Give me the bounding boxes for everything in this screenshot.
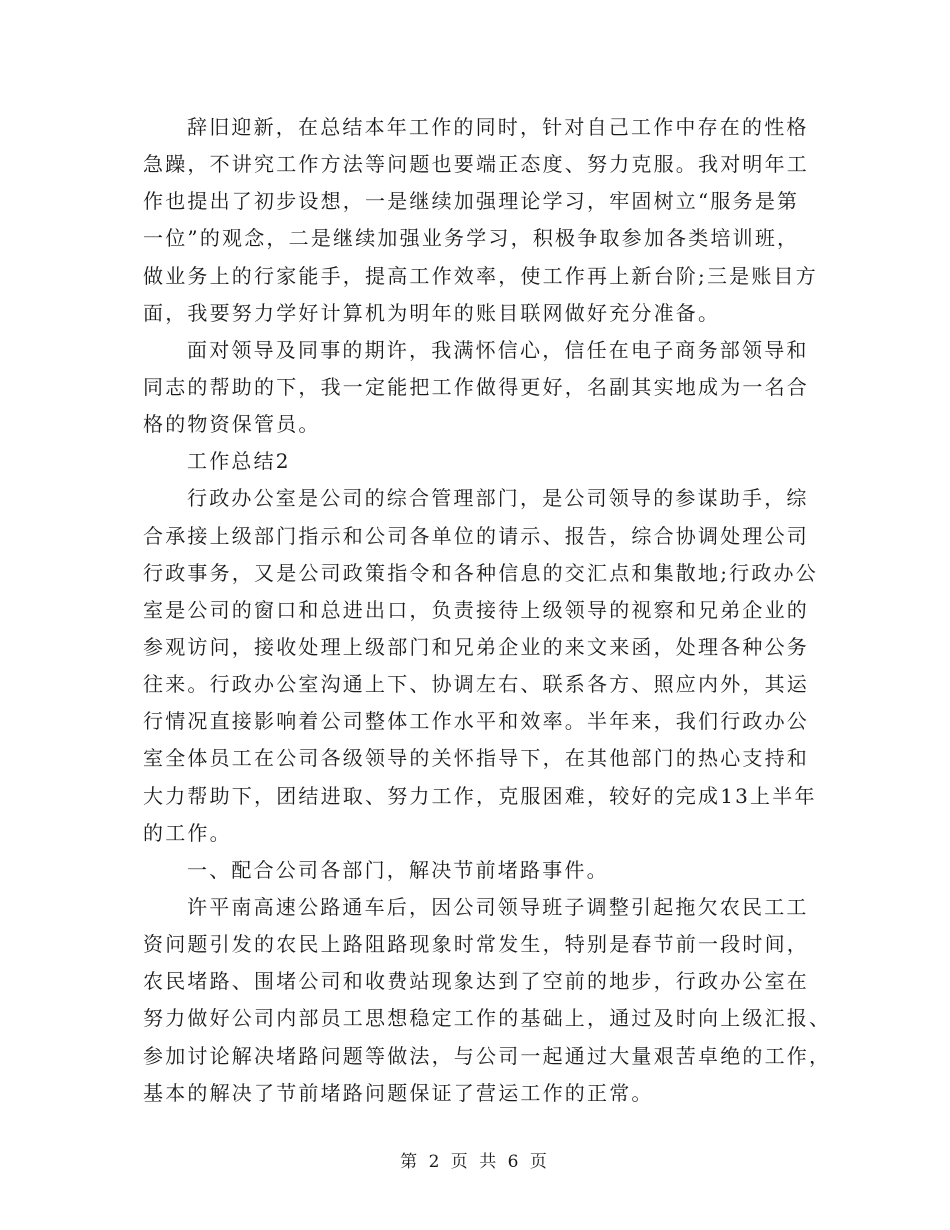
- text-line: 基本的解决了节前堵路问题保证了营运工作的正常。: [143, 1080, 654, 1105]
- text-line: 许平南高速公路通车后，因公司领导班子调整引起拖欠农民工工: [187, 894, 809, 919]
- text-line: 参观访问，接收处理上级部门和兄弟企业的来文来函，处理各种公务: [143, 634, 809, 659]
- text-line: 急躁，不讲究工作方法等问题也要端正态度、努力克服。我对明年工: [143, 152, 809, 177]
- text-line: 行政办公室是公司的综合管理部门，是公司领导的参谋助手，综: [187, 486, 809, 511]
- text-line: 室全体员工在公司各级领导的关怀指导下，在其他部门的热心支持和: [143, 746, 809, 771]
- text-line: 工作总结2: [187, 449, 291, 474]
- text-line: 格的物资保管员。: [143, 412, 321, 437]
- text-line: 行政事务，又是公司政策指令和各种信息的交汇点和集散地;行政办公: [143, 560, 818, 585]
- text-line: 的工作。: [143, 820, 232, 845]
- text-line: 作也提出了初步设想，一是继续加强理论学习，牢固树立“服务是第: [143, 189, 800, 214]
- text-line: 室是公司的窗口和总进出口，负责接待上级领导的视察和兄弟企业的: [143, 597, 809, 622]
- text-line: 往来。行政办公室沟通上下、协调左右、联系各方、照应内外，其运: [143, 672, 809, 697]
- text-line: 辞旧迎新，在总结本年工作的同时，针对自己工作中存在的性格: [187, 115, 809, 139]
- text-line: 面对领导及同事的期许，我满怀信心，信任在电子商务部领导和: [187, 337, 809, 362]
- document-body: [143, 109, 832, 1112]
- text-line: 资问题引发的农民上路阻路现象时常发生，特别是春节前一段时间，: [143, 932, 809, 957]
- text-line: 一、配合公司各部门，解决节前堵路事件。: [187, 857, 609, 882]
- text-line: 参加讨论解决堵路问题等做法，与公司一起通过大量艰苦卓绝的工作，: [143, 1043, 832, 1068]
- text-line: 农民堵路、围堵公司和收费站现象达到了空前的地步，行政办公室在: [143, 969, 809, 994]
- text-line: 做业务上的行家能手，提高工作效率，使工作再上新台阶;三是账目方: [143, 263, 818, 288]
- text-line: 大力帮助下，团结进取、努力工作，克服困难，较好的完成13上半年: [143, 783, 817, 808]
- page-footer: 第 2 页 共 6 页: [400, 1152, 550, 1172]
- text-line: 合承接上级部门指示和公司各单位的请示、报告，综合协调处理公司: [143, 523, 809, 548]
- text-line: 一位”的观念，二是继续加强业务学习，积极争取参加各类培训班，: [143, 226, 800, 251]
- text-line: 努力做好公司内部员工思想稳定工作的基础上，通过及时向上级汇报、: [143, 1006, 832, 1031]
- text-line: 面，我要努力学好计算机为明年的账目联网做好充分准备。: [143, 300, 721, 325]
- text-line: 行情况直接影响着公司整体工作水平和效率。半年来，我们行政办公: [143, 709, 809, 734]
- text-line: 同志的帮助的下，我一定能把工作做得更好，名副其实地成为一名合: [143, 374, 809, 399]
